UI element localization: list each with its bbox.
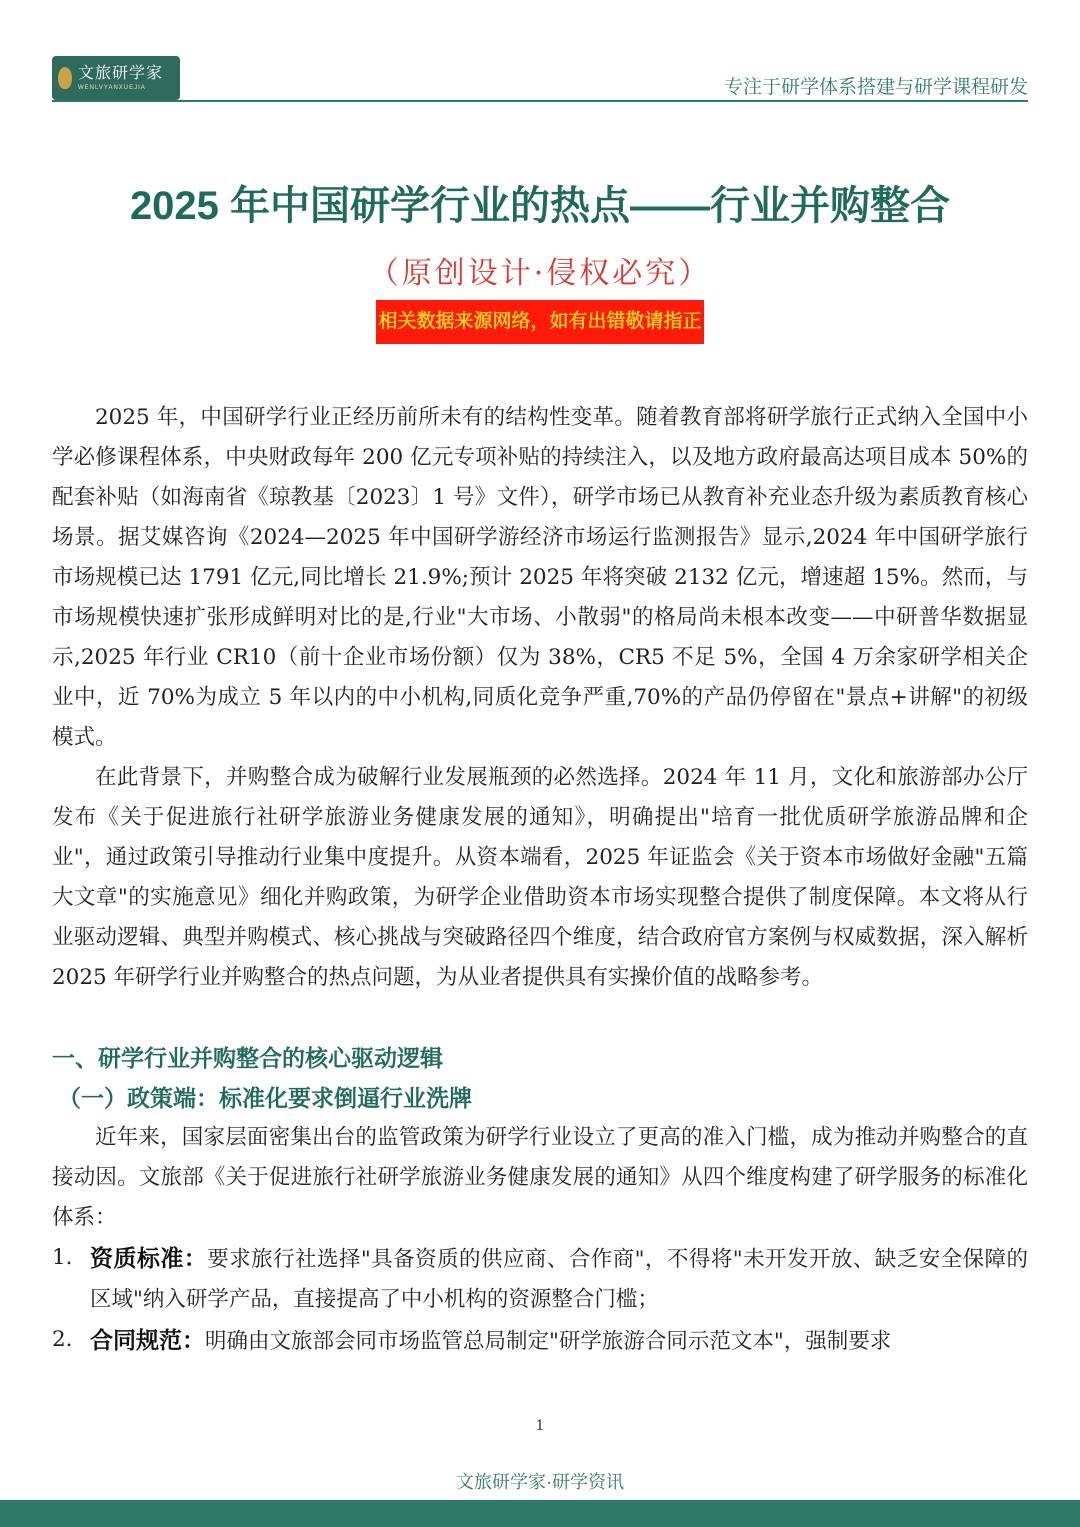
- subsection-intro: 近年来，国家层面密集出台的监管政策为研学行业设立了更高的准入门槛，成为推动并购整合的直接动因。文旅部《关于促进旅行社研学旅游业务健康发展的通知》从四个维度构建了研学服务的标准化体系：: [52, 1125, 1028, 1230]
- logo-pinyin: WENLVYANXUEJIA: [78, 85, 146, 91]
- list-number: 1.: [52, 1245, 73, 1270]
- list-term: 资质标准：: [90, 1245, 208, 1271]
- list-text: 要求旅行社选择"具备资质的供应商、合作商"，不得将"未开发开放、缺乏安全保障的区域"纳入研学产品，直接提高了中小机构的资源整合门槛；: [90, 1247, 1029, 1312]
- intro-paragraph-1: 2025 年，中国研学行业正经历前所未有的结构性变革。随着教育部将研学旅行正式纳入全国中小学必修课程体系，中央财政每年 200 亿元专项补贴的持续注入，以及地方政府最高达项目成本 50%的配套补贴（如海南省《琼教基〔2023〕1 号》文件），研学市场已从教育补充业态升级为素质教育核心场景。据艾媒咨询《2024—2025 年中国研学游经济市场运行监测报告》显示,2024 年中国研学旅行市场规模已达 1791 亿元,同比增长 21.9%;预计 2025 年将突破 2132 亿元，增速超 15%。然而，与市场规模快速扩张形成鲜明对比的是,行业"大市场、小散弱"的格局尚未根本改变——中研普华数据显示,2025 年行业 CR10（前十企业市场份额）仅为 38%，CR5 不足 5%，全国 4 万余家研学相关企业中，近 70%为成立 5 年以内的中小机构,同质化竞争严重,70%的产品仍停留在"景点+讲解"的初级模式。: [52, 405, 1028, 750]
- document-subtitle: （原创设计·侵权必究）: [368, 256, 712, 291]
- list-item: [52, 1238, 1028, 1320]
- leaf-icon: [58, 67, 72, 89]
- logo-text: [78, 65, 163, 91]
- page-number: 1: [535, 1418, 545, 1434]
- notice-container: [0, 300, 1080, 344]
- subsection-heading: （一）政策端：标准化要求倒逼行业洗牌: [58, 1085, 472, 1111]
- footer-text: 文旅研学家·研学资讯: [456, 1472, 624, 1492]
- document-title: 2025 年中国研学行业的热点——行业并购整合: [129, 184, 951, 228]
- section-spacer: [52, 998, 1028, 1038]
- list-number: 2.: [52, 1327, 73, 1352]
- list-term: 合同规范：: [90, 1327, 205, 1353]
- section-heading: 一、研学行业并购整合的核心驱动逻辑: [52, 1045, 443, 1071]
- data-source-notice: 相关数据来源网络，如有出错敬请指正: [376, 300, 703, 344]
- header-divider: [52, 100, 1028, 102]
- list-text: 明确由文旅部会同市场监管总局制定"研学旅游合同示范文本"，强制要求: [205, 1329, 892, 1354]
- logo-name: 文旅研学家: [78, 63, 164, 82]
- list-item: [52, 1320, 1028, 1362]
- header-tagline: 专注于研学体系搭建与研学课程研发: [723, 77, 1028, 98]
- standards-list: [52, 1238, 1028, 1362]
- footer-bar: [0, 1500, 1080, 1527]
- document-body: [52, 398, 1028, 1362]
- brand-logo: [52, 56, 180, 100]
- intro-paragraph-2: 在此背景下，并购整合成为破解行业发展瓶颈的必然选择。2024 年 11 月，文化和旅游部办公厅发布《关于促进旅行社研学旅游业务健康发展的通知》，明确提出"培育一批优质研学旅游品牌和企业"，通过政策引导推动行业集中度提升。从资本端看，2025 年证监会《关于资本市场做好金融"五篇大文章"的实施意见》细化并购政策，为研学企业借助资本市场实现整合提供了制度保障。本文将从行业驱动逻辑、典型并购模式、核心挑战与突破路径四个维度，结合政府官方案例与权威数据，深入解析 2025 年研学行业并购整合的热点问题，为从业者提供具有实操价值的战略参考。: [52, 765, 1028, 990]
